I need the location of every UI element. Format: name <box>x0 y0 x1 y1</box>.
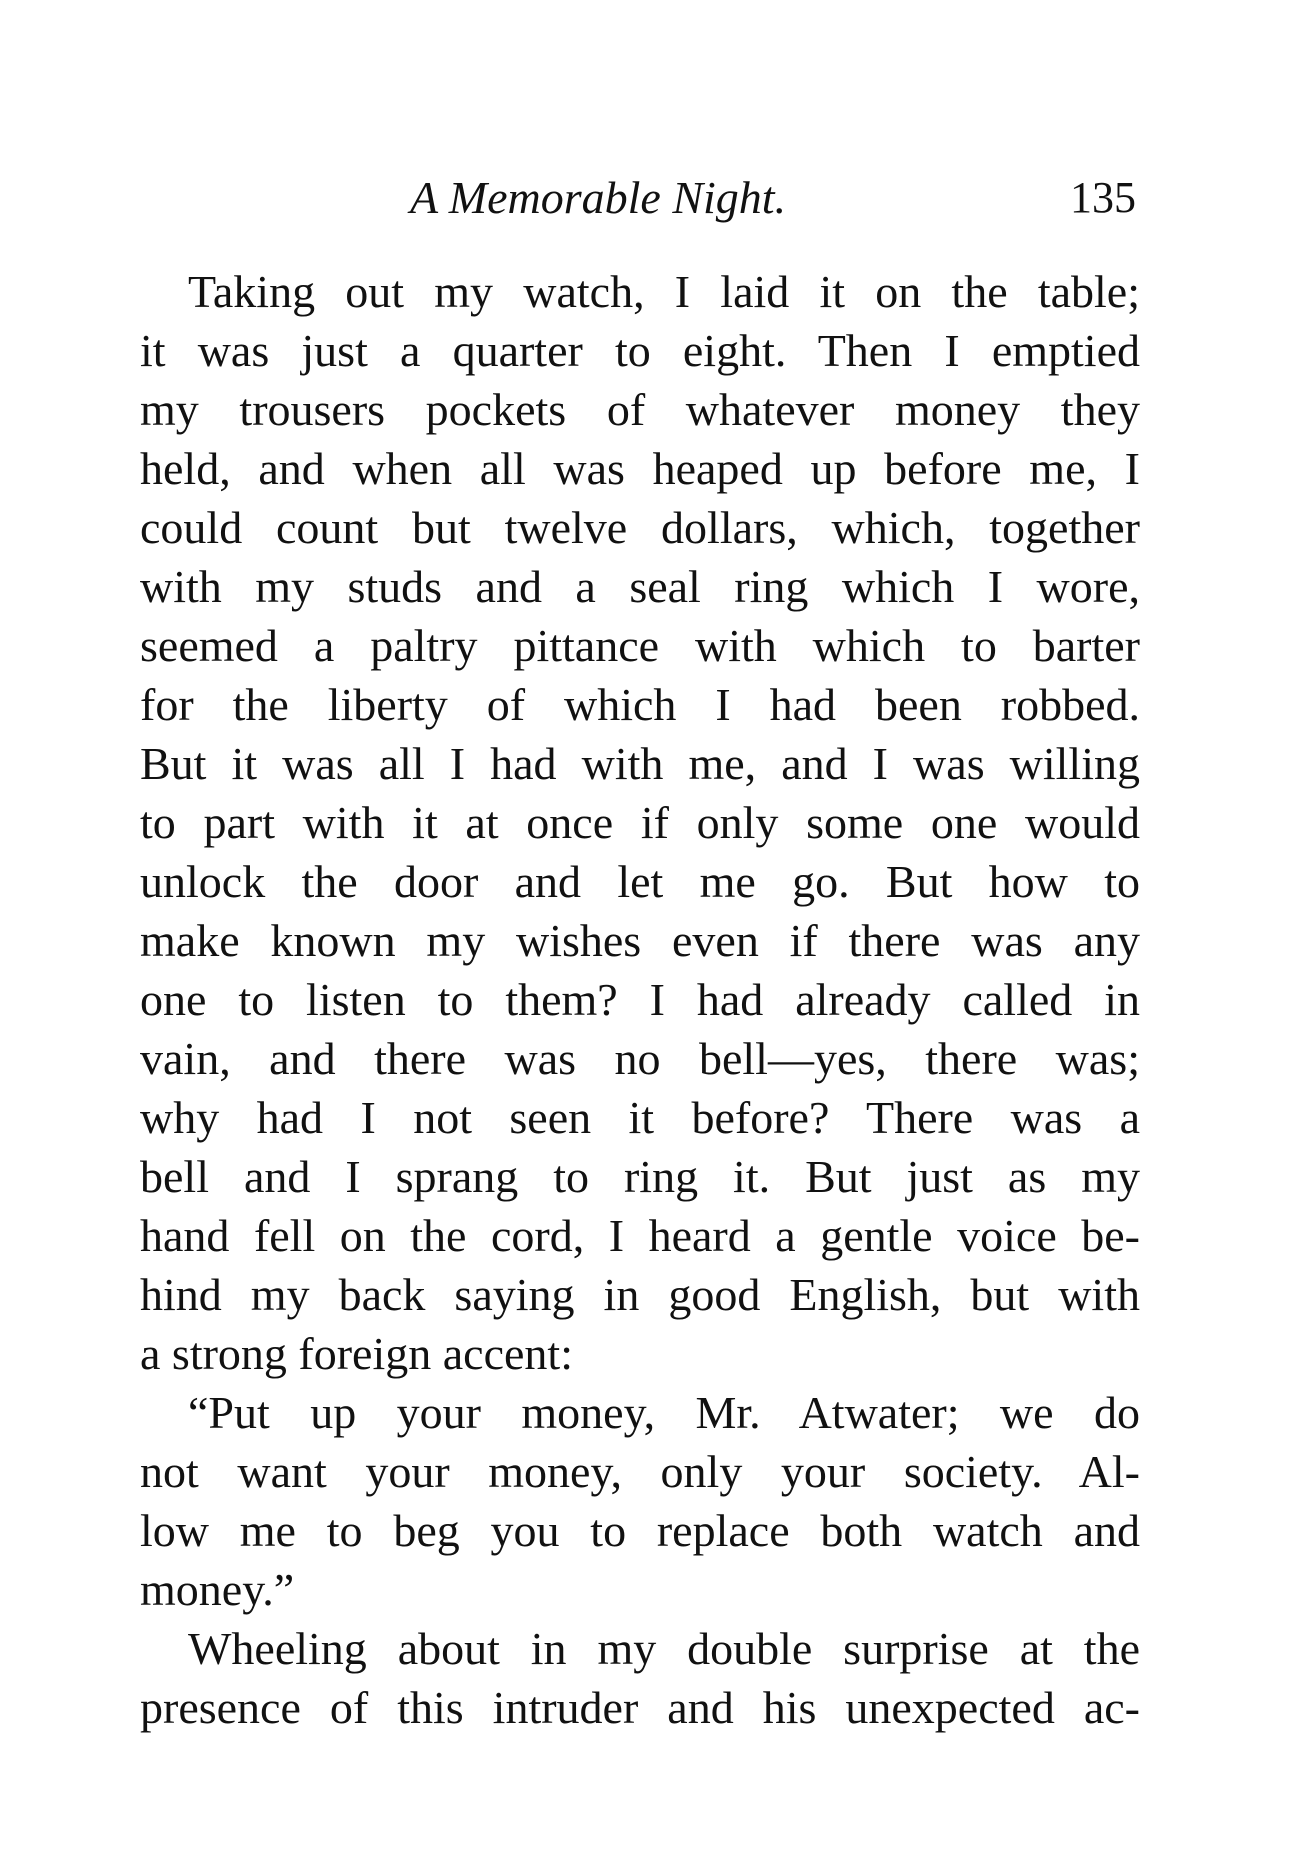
text-line: Taking out my watch, I laid it on the table; <box>188 266 1140 317</box>
text-line: hand fell on the cord, I heard a gentle voice be- <box>140 1210 1140 1261</box>
text-line: unlock the door and let me go. But how to <box>140 856 1140 907</box>
text-line: low me to beg you to replace both watch and <box>140 1505 1140 1556</box>
text-line: it was just a quarter to eight. Then I emptied <box>140 325 1140 376</box>
text-line: why had I not seen it before? There was a <box>140 1092 1140 1143</box>
text-line: for the liberty of which I had been robbed. <box>140 679 1140 730</box>
text-line: held, and when all was heaped up before me, I <box>140 443 1140 494</box>
text-line: hind my back saying in good English, but with <box>140 1269 1140 1320</box>
text-line: “Put up your money, Mr. Atwater; we do <box>188 1387 1140 1438</box>
text-line: seemed a paltry pittance with which to barter <box>140 620 1140 671</box>
text-line: my trousers pockets of whatever money they <box>140 384 1140 435</box>
running-title: A Memorable Night. <box>410 172 787 223</box>
text-line: with my studs and a seal ring which I wore, <box>140 561 1140 612</box>
text-line: to part with it at once if only some one would <box>140 797 1140 848</box>
text-line: bell and I sprang to ring it. But just as my <box>140 1151 1140 1202</box>
page-number: 135 <box>1070 173 1136 222</box>
text-line: a strong foreign accent: <box>140 1328 573 1379</box>
text-line: But it was all I had with me, and I was willing <box>140 738 1140 789</box>
text-line: presence of this intruder and his unexpected ac- <box>140 1682 1140 1733</box>
text-line: make known my wishes even if there was any <box>140 915 1140 966</box>
text-line: could count but twelve dollars, which, together <box>140 502 1140 553</box>
text-line: Wheeling about in my double surprise at the <box>188 1623 1140 1674</box>
body-text <box>140 262 1140 1737</box>
text-line: vain, and there was no bell—yes, there was; <box>140 1033 1140 1084</box>
text-line: money.” <box>140 1564 295 1615</box>
text-line: not want your money, only your society. Al- <box>140 1446 1140 1497</box>
running-head <box>140 168 1140 228</box>
text-line: one to listen to them? I had already called in <box>140 974 1140 1025</box>
